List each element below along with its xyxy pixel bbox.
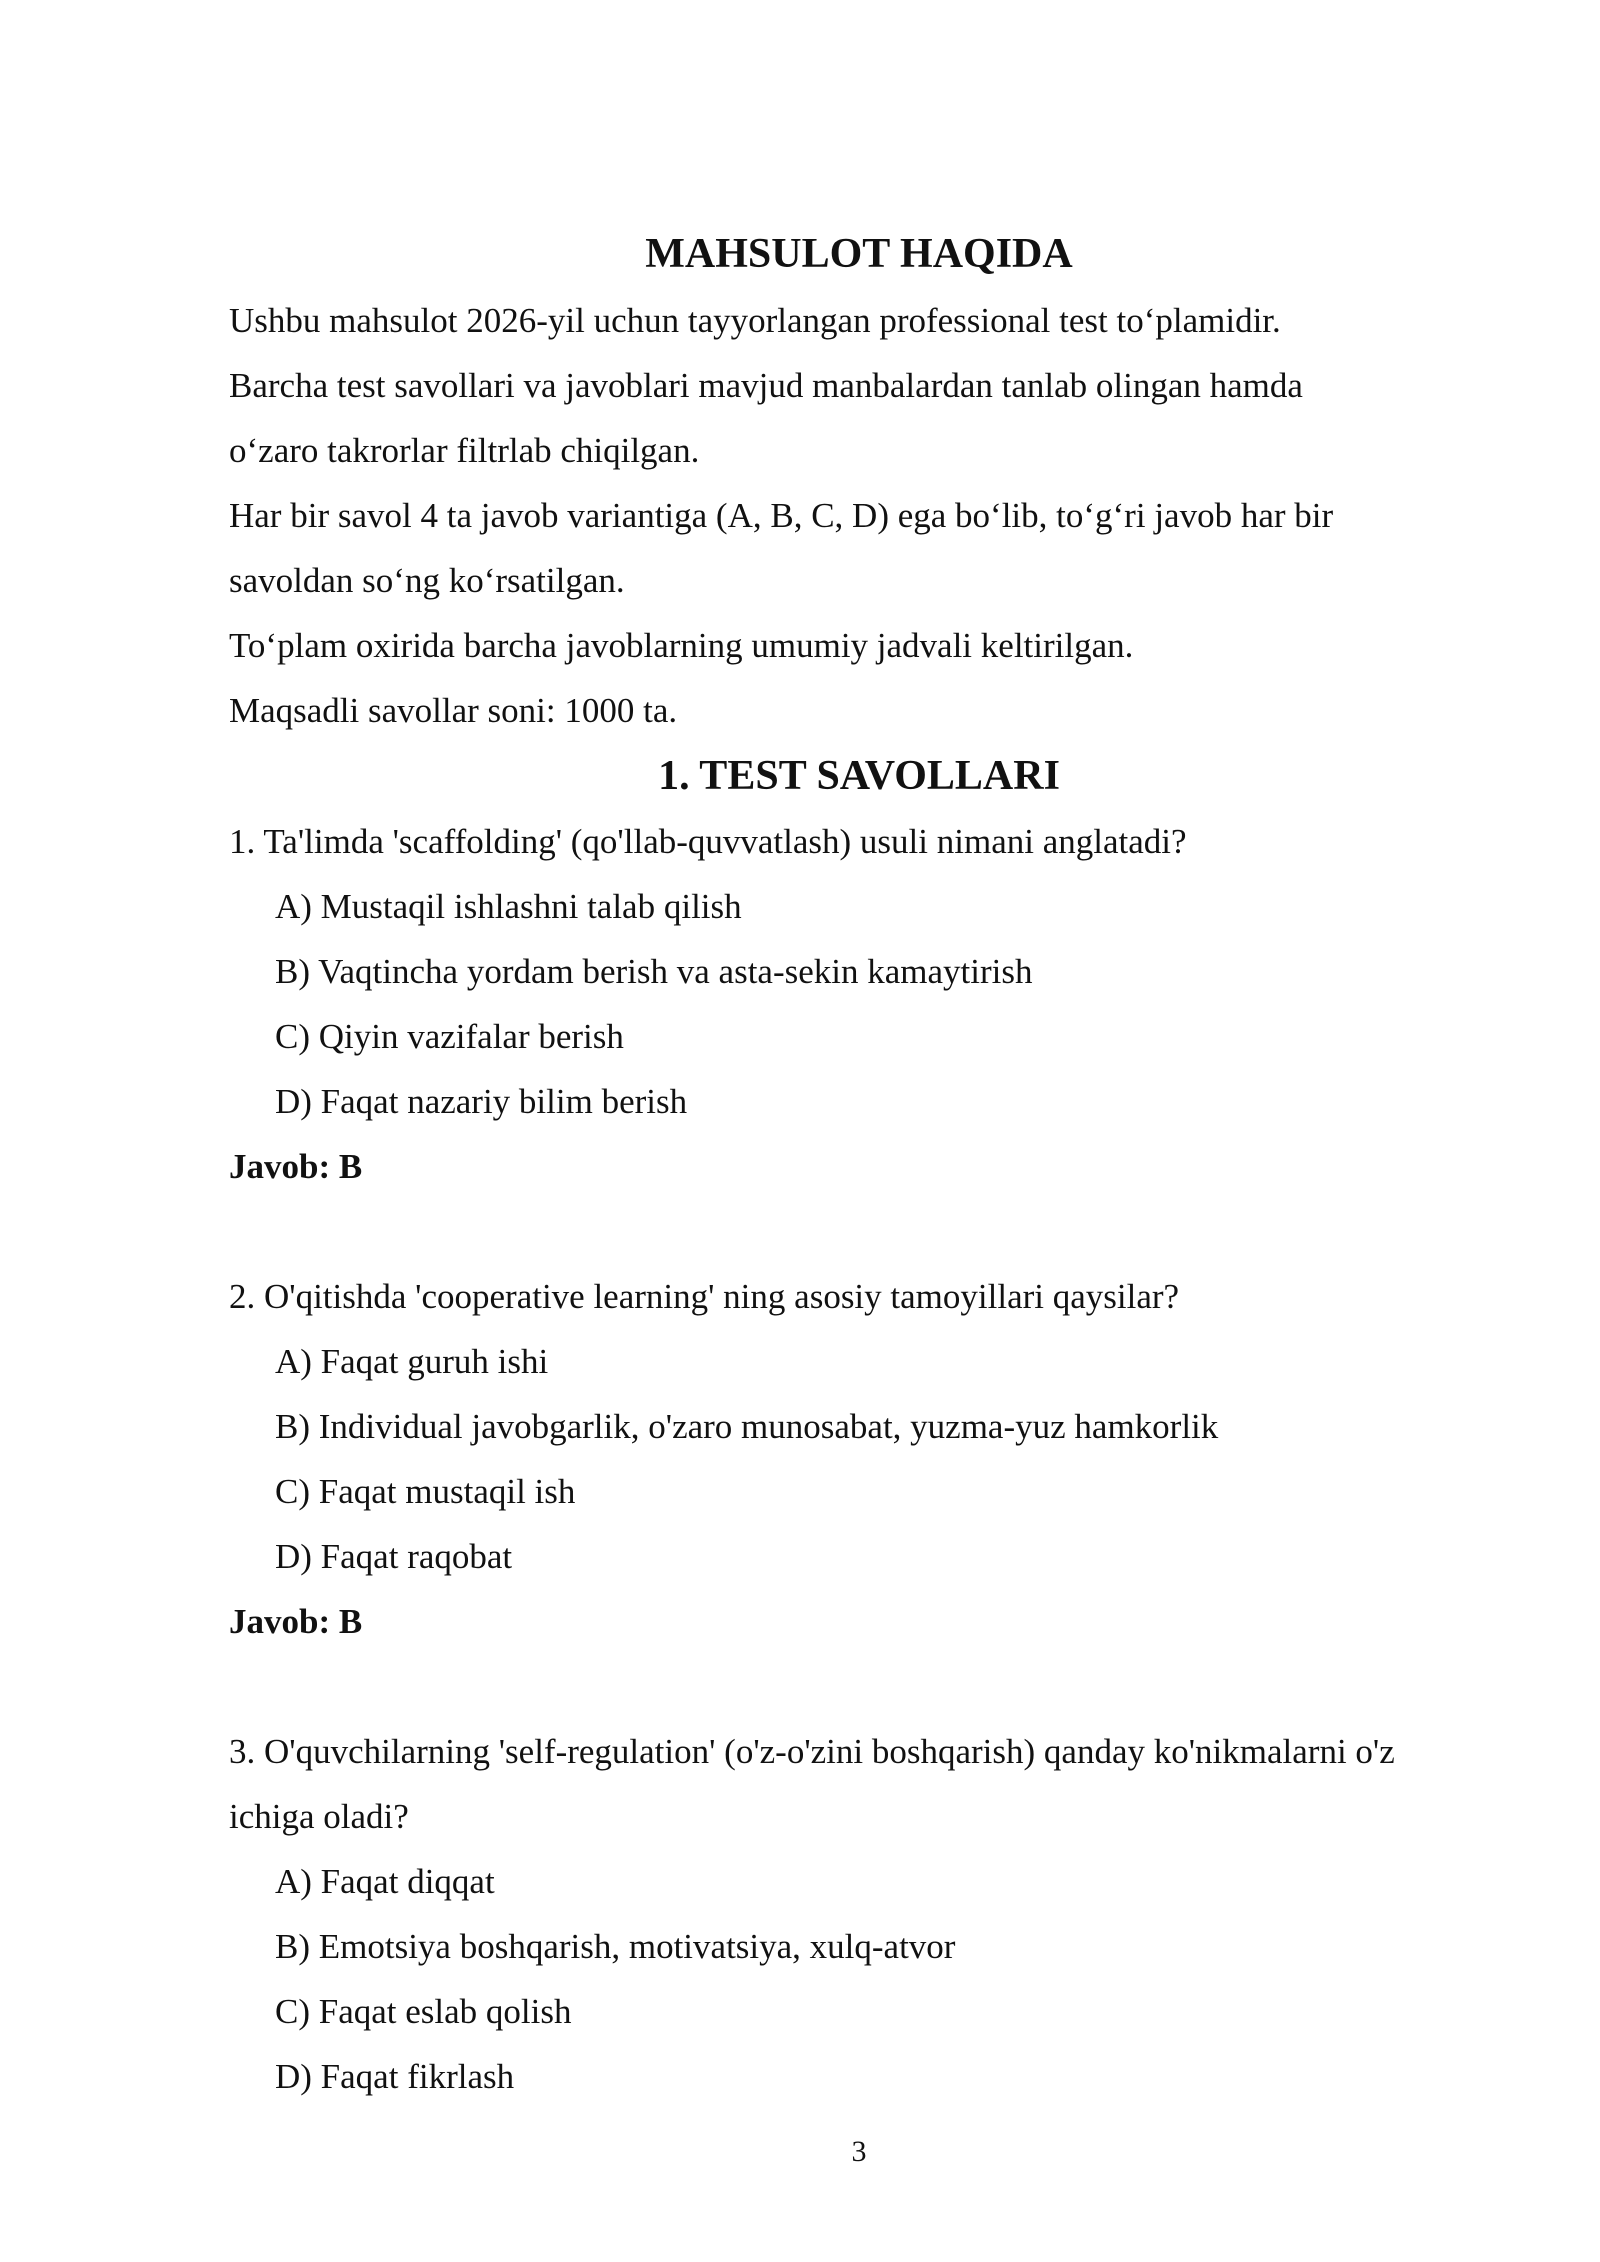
option-a: A) Faqat diqqat: [275, 1862, 495, 1901]
spacer: [229, 1654, 1489, 1719]
question-2: [229, 1264, 1489, 1654]
question-1: [229, 809, 1489, 1199]
question-text: 3. O'quvchilarning 'self-regulation' (o'z-o'zini boshqarish) qanday ko'nikmalarni o'z: [229, 1732, 1395, 1771]
intro-line: savoldan so‘ng ko‘rsatilgan.: [229, 561, 625, 600]
option-c: C) Faqat eslab qolish: [275, 1992, 572, 2031]
answer: Javob: B: [229, 1602, 363, 1641]
option-c: C) Faqat mustaqil ish: [275, 1472, 576, 1511]
page-title: MAHSULOT HAQIDA: [645, 231, 1073, 277]
intro-line: Maqsadli savollar soni: 1000 ta.: [229, 691, 678, 730]
page-content: [229, 224, 1489, 2109]
section-title: 1. TEST SAVOLLARI: [658, 753, 1060, 799]
option-b: B) Emotsiya boshqarish, motivatsiya, xulq-atvor: [275, 1927, 956, 1966]
intro-line: Ushbu mahsulot 2026-yil uchun tayyorlangan professional test to‘plamidir.: [229, 301, 1281, 340]
option-b: B) Vaqtincha yordam berish va asta-sekin kamaytirish: [275, 952, 1033, 991]
intro-line: Har bir savol 4 ta javob variantiga (A, B, C, D) ega bo‘lib, to‘g‘ri javob har bir: [229, 496, 1334, 535]
option-d: D) Faqat raqobat: [275, 1537, 513, 1576]
question-3: [229, 1719, 1489, 2109]
option-d: D) Faqat fikrlash: [275, 2057, 515, 2096]
intro-line: o‘zaro takrorlar filtrlab chiqilgan.: [229, 431, 700, 470]
intro-line: To‘plam oxirida barcha javoblarning umumiy jadvali keltirilgan.: [229, 626, 1134, 665]
option-a: A) Faqat guruh ishi: [275, 1342, 549, 1381]
question-text: 2. O'qitishda 'cooperative learning' ning asosiy tamoyillari qaysilar?: [229, 1277, 1180, 1316]
option-c: C) Qiyin vazifalar berish: [275, 1017, 624, 1056]
question-text-continued: ichiga oladi?: [229, 1797, 409, 1836]
spacer: [229, 1199, 1489, 1264]
intro-line: Barcha test savollari va javoblari mavjud manbalardan tanlab olingan hamda: [229, 366, 1303, 405]
option-b: B) Individual javobgarlik, o'zaro munosabat, yuzma-yuz hamkorlik: [275, 1407, 1219, 1446]
question-text: 1. Ta'limda 'scaffolding' (qo'llab-quvvatlash) usuli nimani anglatadi?: [229, 822, 1187, 861]
page-number: 3: [851, 2135, 867, 2168]
option-d: D) Faqat nazariy bilim berish: [275, 1082, 688, 1121]
option-a: A) Mustaqil ishlashni talab qilish: [275, 887, 742, 926]
intro-section: [229, 288, 1489, 743]
answer: Javob: B: [229, 1147, 363, 1186]
